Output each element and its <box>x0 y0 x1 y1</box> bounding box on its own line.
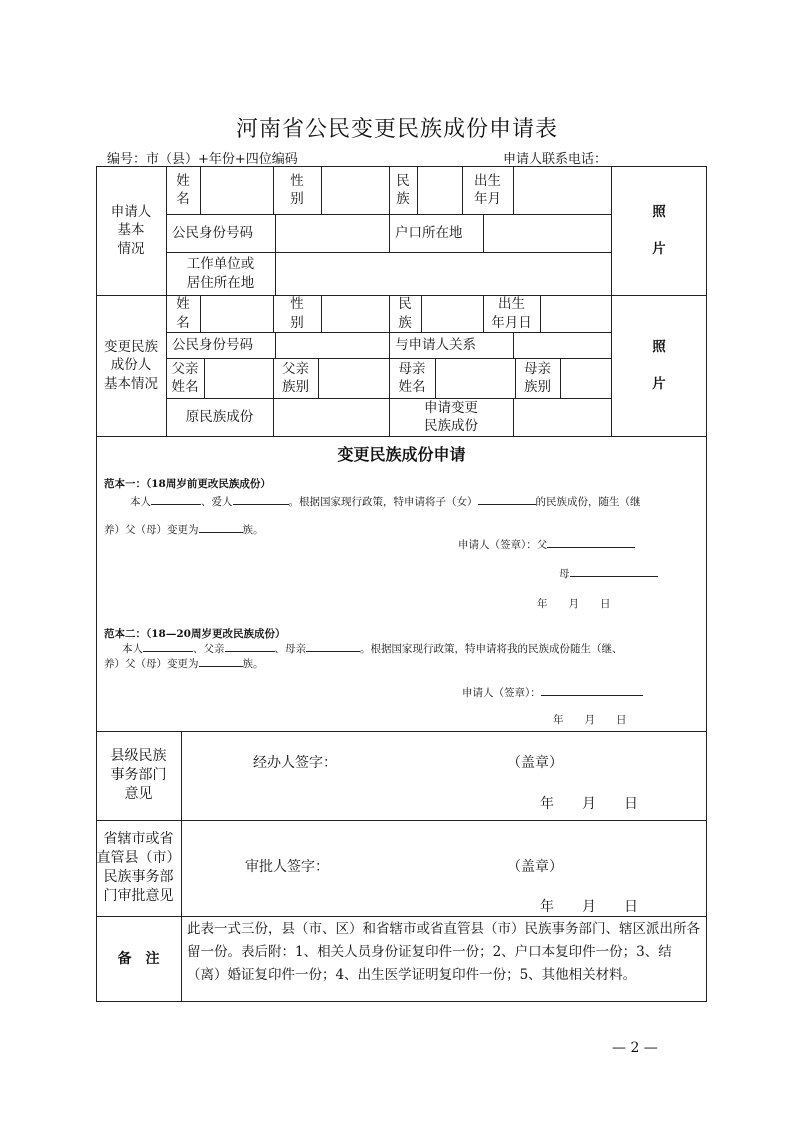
remarks-text: 此表一式三份，县（市、区）和省辖市或省直管县（市）民族事务部门、辖区派出所各留一份。表后附：1、相关人员身份证复印件一份；2、户口本复印件一份；3、结（离）婚证复印件一份；4、出生医学证明复印件一份；5、其他相关材料。 <box>187 921 700 983</box>
changer-name-field[interactable] <box>201 296 272 331</box>
application-heading: 变更民族成份申请 <box>337 445 466 464</box>
sample2-sign <box>462 684 643 700</box>
mother-ethnicity-label: 母亲 族别 <box>524 360 551 395</box>
sample1-self-blank[interactable] <box>151 493 201 505</box>
changer-relation-field[interactable] <box>514 333 610 357</box>
form-title: 河南省公民变更民族成份申请表 <box>235 117 558 142</box>
applicant-workplace-label: 工作单位或 居住所在地 <box>186 256 255 291</box>
sample2-sign-blank[interactable] <box>541 684 643 696</box>
sample2-line1 <box>104 640 706 656</box>
applicant-birth-field[interactable] <box>514 167 610 213</box>
father-ethnicity-label: 父亲 族别 <box>282 360 309 395</box>
changer-ethnicity-field[interactable] <box>422 296 482 331</box>
changer-id-field[interactable] <box>276 333 388 357</box>
county-signer-label: 经办人签字： <box>253 755 337 771</box>
changer-birth-label: 出生 年月日 <box>491 296 532 331</box>
applicant-ethnicity-label: 民 族 <box>396 172 410 207</box>
sample2-line2 <box>104 655 264 671</box>
mother-name-field[interactable] <box>436 359 514 397</box>
changer-section-label: 变更民族 成份人 基本情况 <box>104 339 158 392</box>
sample1-text-spouse: 、爱人 <box>201 496 233 508</box>
changer-gender-label: 性 别 <box>290 296 304 331</box>
remarks-label: 备 注 <box>117 950 160 967</box>
applicant-id-field[interactable] <box>276 215 388 251</box>
changer-ethnicity-label: 民 族 <box>398 296 412 331</box>
applicant-ethnicity-field[interactable] <box>418 167 461 213</box>
sample1-ethnicity-blank[interactable] <box>199 521 243 533</box>
sample1-mother-sign <box>559 565 658 581</box>
province-date: 年 月 日 <box>540 899 638 915</box>
applicant-section-label: 申请人 基本 情况 <box>110 204 152 257</box>
sample1-text-end: 族。 <box>242 524 264 536</box>
applicant-gender-field[interactable] <box>322 167 388 213</box>
sample1-spouse-blank[interactable] <box>233 493 289 505</box>
requested-ethnicity-label: 申请变更 民族成份 <box>424 399 478 434</box>
sample2-text-change: 养）父（母）变更为 <box>104 658 199 670</box>
county-seal-label: （盖章） <box>507 755 563 771</box>
sample2-father-blank[interactable] <box>225 640 275 652</box>
sample1-sign-label: 申请人（签章）：父 <box>458 539 548 551</box>
sample2-text-mother: 、母亲 <box>274 643 306 655</box>
changer-birth-field[interactable] <box>541 296 610 331</box>
father-name-label: 父亲 姓名 <box>171 360 199 395</box>
applicant-name-label: 姓 名 <box>176 172 190 207</box>
sample1-line1 <box>104 493 706 509</box>
sample1-text-policy: 。根据国家现行政策，特申请将子（女） <box>288 496 478 508</box>
sample2-ethnicity-blank[interactable] <box>199 655 243 667</box>
sample1-mother-sign-blank[interactable] <box>570 565 658 577</box>
changer-relation-label: 与申请人关系 <box>395 336 476 353</box>
father-ethnicity-field[interactable] <box>319 359 388 397</box>
county-date: 年 月 日 <box>540 796 638 812</box>
sample1-child-blank[interactable] <box>478 493 536 505</box>
requested-ethnicity-field[interactable] <box>514 399 610 435</box>
sample2-mother-blank[interactable] <box>306 640 360 652</box>
sample1-mother-label: 母 <box>559 568 570 580</box>
sample2-text-policy: 。根据国家现行政策，特申请将我的民族成份随生（继、 <box>360 643 623 655</box>
province-signer-label: 审批人签字： <box>245 859 329 875</box>
changer-name-label: 姓 名 <box>176 296 190 331</box>
sample2-sign-label: 申请人（签章）： <box>462 687 541 699</box>
sample1-father-sign-blank[interactable] <box>547 536 635 548</box>
applicant-phone-label: 申请人联系电话： <box>503 152 608 167</box>
sample2-text-end: 族。 <box>242 658 264 670</box>
applicant-gender-label: 性 别 <box>290 172 304 207</box>
mother-ethnicity-field[interactable] <box>561 359 610 397</box>
sample1-line2 <box>104 521 264 537</box>
sample1-text-follow: 的民族成份，随生（继 <box>535 496 641 508</box>
changer-photo-box: 照 片 <box>652 339 666 392</box>
applicant-household-field[interactable] <box>484 215 610 251</box>
changer-id-label: 公民身份号码 <box>172 336 253 353</box>
page-number: — 2 — <box>612 1040 658 1056</box>
applicant-photo-box: 照 片 <box>652 204 666 257</box>
father-name-field[interactable] <box>205 359 272 397</box>
sample1-text-self: 本人 <box>130 496 151 508</box>
province-opinion-label: 省辖市或省 直管县（市） 民族事务部 门审批意见 <box>96 831 181 904</box>
sample2-date: 年 月 日 <box>553 714 627 726</box>
sample1-sign <box>458 536 635 552</box>
applicant-household-label: 户口所在地 <box>395 224 463 241</box>
original-ethnicity-label: 原民族成份 <box>185 408 254 425</box>
sample2-title: 范本二：（18—20周岁更改民族成份） <box>104 628 286 640</box>
county-opinion-label: 县级民族 事务部门 意见 <box>110 748 167 802</box>
form-number-label: 编号：市（县）+年份+四位编码 <box>107 152 298 167</box>
sample2-text-self: 本人 <box>122 643 143 655</box>
applicant-workplace-field[interactable] <box>276 253 610 294</box>
sample2-text-father: 、父亲 <box>193 643 225 655</box>
applicant-id-label: 公民身份号码 <box>172 224 253 241</box>
sample2-self-blank[interactable] <box>143 640 193 652</box>
sample1-title: 范本一：（18周岁前更改民族成份） <box>104 478 271 490</box>
mother-name-label: 母亲 姓名 <box>398 360 426 395</box>
original-ethnicity-field[interactable] <box>274 399 388 435</box>
applicant-name-field[interactable] <box>201 167 272 213</box>
changer-gender-field[interactable] <box>322 296 388 331</box>
province-seal-label: （盖章） <box>507 859 563 875</box>
sample1-text-change: 养）父（母）变更为 <box>104 524 199 536</box>
applicant-birth-label: 出生 年月 <box>474 172 501 207</box>
sample1-date: 年 月 日 <box>537 598 611 610</box>
